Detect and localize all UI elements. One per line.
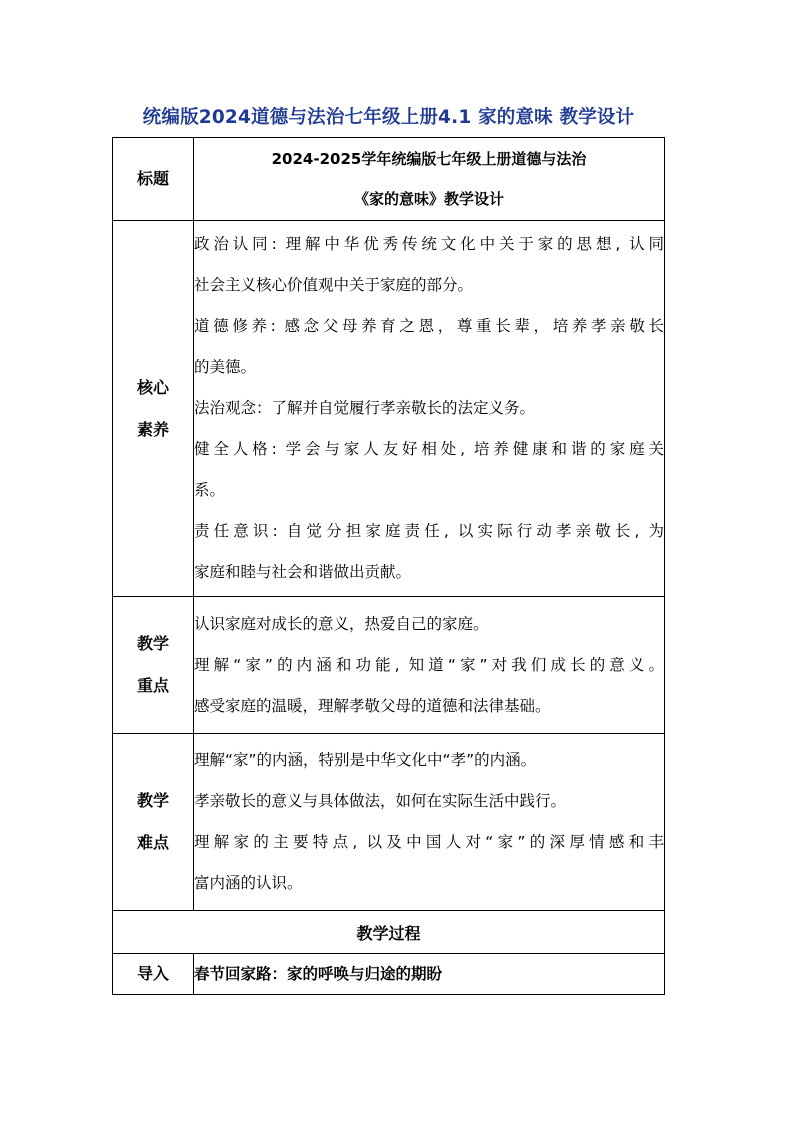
title-row [113,138,665,221]
title-content [194,138,665,221]
process-header: 教学过程 [113,911,665,954]
key-point-line: 理解“家”的内涵和功能, 知道“家”对我们成长的意义。 [194,655,664,674]
difficulties-content [194,734,665,911]
intro-label: 导入 [113,954,194,995]
core-line: 家庭和睦与社会和谐做出贡献。 [194,563,412,581]
document-title: 统编版2024道德与法治七年级上册4.1 家的意味 教学设计 [142,107,635,128]
core-literacy-label: 核心 素养 [113,221,194,597]
title-label: 标题 [113,138,194,221]
difficulty-line: 孝亲敬长的意义与具体做法，如何在实际生活中践行。 [194,792,567,810]
key-point-line: 认识家庭对成长的意义，热爱自己的家庭。 [194,614,489,633]
difficulties-row [113,734,665,911]
core-line: 健全人格: 学会与家人友好相处, 培养健康和谐的家庭关 [194,440,664,458]
core-line: 社会主义核心价值观中关于家庭的部分。 [194,276,474,294]
key-point-line: 感受家庭的温暖，理解孝敬父母的道德和法律基础。 [194,696,551,715]
difficulty-line: 理解家的主要特点, 以及中国人对“家”的深厚情感和丰 [194,833,664,851]
core-literacy-row [113,221,665,597]
core-line: 的美德。 [194,358,257,376]
key-points-content [194,597,665,734]
core-literacy-content [194,221,665,597]
core-line: 道德修养: 感念父母养育之恩，尊重长辈，培养孝亲敬长 [194,317,664,335]
process-header-row [113,911,665,954]
core-line: 政治认同: 理解中华优秀传统文化中关于家的思想, 认同 [194,235,664,253]
lesson-plan-table [112,137,665,995]
core-line: 系。 [194,481,226,499]
title-line-2: 《家的意味》教学设计 [353,190,504,208]
difficulty-line: 富内涵的认识。 [194,874,303,892]
core-line: 责任意识: 自觉分担家庭责任, 以实际行动孝亲敬长, 为 [194,522,664,540]
title-line-1: 2024-2025学年统编版七年级上册道德与法治 [271,150,587,168]
difficulties-label: 教学 难点 [113,734,194,911]
intro-row [113,954,665,995]
intro-content: 春节回家路：家的呼唤与归途的期盼 [194,954,665,995]
key-points-row [113,597,665,734]
key-points-label: 教学 重点 [113,597,194,734]
difficulty-line: 理解“家”的内涵，特别是中华文化中“孝”的内涵。 [194,751,537,769]
core-line: 法治观念：了解并自觉履行孝亲敬长的法定义务。 [194,399,536,417]
